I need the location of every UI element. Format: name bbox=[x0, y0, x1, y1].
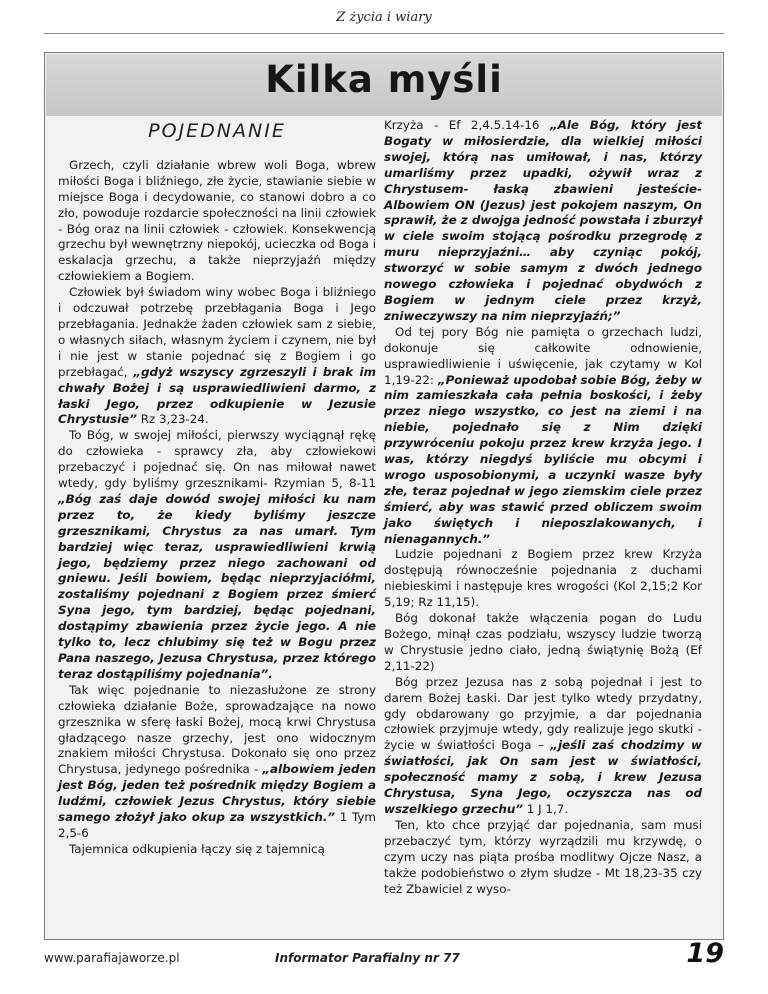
paragraph-text: Krzyża - Ef 2,4.5.14-16 bbox=[384, 118, 550, 132]
footer-publication: Informator Parafialny nr 77 bbox=[275, 951, 460, 965]
paragraph bbox=[384, 547, 702, 611]
scripture-quote: „albowiem jeden jest Bóg, jeden też pośrednik między Bogiem a ludźmi, człowiek Jezus Chrystus, który siebie samego złożył jako okup za wszystkich.” bbox=[58, 762, 376, 825]
running-head: Z życia i wiary bbox=[336, 10, 432, 25]
scripture-quote: „Ale Bóg, który jest Bogaty w miłosierdzie, dla wielkiej miłości swojej, którą nas umiłował, i nas, którzy umarliśmy przez upadki, ożywił wraz z Chrystusem- łaską zbawieni jesteście- Albowiem ON (Jezus) jest pokojem naszym, On sprawił, że z dwojga jedność powstała i zburzył w ciele swoim stojącą pośrodku przegrodę z muru nieprzyjaźni… aby czyniąc pokój, stworzyć w sobie samym z dwóch jednego nowego człowieka i pojednać obydwóch z Bogiem w jednym ciele przez krzyż, zniweczywszy na nim nieprzyjaźń;” bbox=[384, 118, 703, 323]
left-column bbox=[58, 120, 377, 858]
scripture-quote: „gdyż wszyscy zgrzeszyli i brak im chwały Bożej i są usprawiedliwieni darmo, z łaski Jego, przez odkupienie w Jezusie Chrystusie” bbox=[58, 364, 377, 427]
paragraph-text: Bóg dokonał także włączenia pogan do Ludu Bożego, minął czas podziału, wszyscy ludzie tworzą w Chrystusie jedno ciało, jedną świątynię Bożą (Ef 2,11-22) bbox=[384, 611, 702, 673]
scripture-quote: „Ponieważ upodobał sobie Bóg, żeby w nim zamieszkała cała pełnia boskości, i żeby przez niego wszystko, co jest na ziemi i na niebie, pojednało się z Nim dzięki przywróceniu pokoju przez krew krzyża jego. I was, którzy niegdyś byliście mu obcymi i wrogo usposobionymi, a uczynki wasze były złe, teraz pojednał w jego ziemskim ciele przez śmierć, aby was stawić przed obliczem swoim jako świętych i nieposzlakowanych, i nienagannych.” bbox=[384, 372, 702, 546]
paragraph bbox=[58, 683, 376, 842]
scripture-reference: 1 J 1,7. bbox=[523, 801, 569, 816]
paragraph bbox=[384, 325, 702, 548]
paragraph-text: Grzech, czyli działanie wbrew woli Boga, wbrew miłości Boga i bliźniego, złe życie, stawianie siebie w miejsce Boga i decydowanie, co stanowi dobro a co zło, powoduje rozdarcie społeczności na linii człowiek - Bóg oraz na linii człowiek - człowiek. Konsekwencją grzechu był wewnętrzny niepokój, ucieczka od Boga i eskalacja grzechu, a także nieprzyjaźń między człowiekiem a Bogiem. bbox=[58, 157, 376, 284]
scripture-reference: Rz 3,23-24. bbox=[136, 412, 209, 427]
scripture-quote: „jeśli zaś chodzimy w światłości, jak On sam jest w światłości, społeczność mamy z sobą, i krew Jezusa Chrystusa, Syna Jego, oczyszcza nas od wszelkiego grzechu” bbox=[384, 738, 702, 816]
paragraph bbox=[58, 285, 376, 428]
paragraph-text: Bóg przez Jezusa nas z sobą pojednał i jest to darem Bożej Łaski. Dar jest tylko wtedy przydatny, gdy obdarowany go przyjmie, a dar pojednania człowiek przyjmuje wtedy, gdy realizuje jego skutki - życie w światłości Boga – bbox=[384, 674, 702, 753]
paragraph-text: Tak więc pojednanie to niezasłużone ze strony człowieka działanie Boże, sprowadzające na nowo grzesznika w sferę łaski Bożej, mocą krwi Chrystusa gładzącego nasze grzechy, jest ono widocznym znakiem miłości Chrystusa. Dokonało się ono przez Chrystusa, jedynego pośrednika - bbox=[58, 682, 376, 777]
paragraph-text: Ten, kto chce przyjąć dar pojednania, sam musi przebaczyć tym, którzy wyrządzili mu krzywdę, o czym uczy nas piąta prośba modlitwy Ojcze Nasz, a także podobieństwo o złym słudze - Mt 18,23-35 czy też Zbawiciel z wyso- bbox=[384, 817, 702, 896]
header-divider bbox=[44, 33, 724, 34]
footer-website[interactable]: www.parafiajaworze.pl bbox=[44, 951, 180, 965]
page-number: 19 bbox=[686, 938, 724, 969]
paragraph-text: Ludzie pojednani z Bogiem przez krew Krzyża dostępują równocześnie pojednania z duchami niebieskimi i następuje kres wrogości (Kol 2,15;2 Kor 5,19; Rz 11,15). bbox=[384, 547, 702, 610]
paragraph bbox=[384, 818, 702, 898]
paragraph-text: Człowiek był świadom winy wobec Boga i bliźniego i odczuwał potrzebę przebłagania Boga i Jego przebłagania. Jednakże żaden człowiek sam z siebie, o własnych siłach, własnym życiem i czynem, nie był i nie jest w stanie pojednać się z Bogiem i go przebłagać, bbox=[58, 285, 376, 379]
paragraph bbox=[384, 611, 702, 675]
scripture-reference: 1 Tym 2,5-6 bbox=[58, 810, 376, 840]
paragraph-text: Tajemnica odkupienia łączy się z tajemnicą bbox=[69, 841, 325, 856]
paragraph bbox=[384, 118, 702, 325]
paragraph bbox=[58, 428, 376, 683]
section-title: POJEDNANIE bbox=[148, 120, 286, 142]
paragraph bbox=[58, 158, 376, 285]
paragraph-text: Od tej pory Bóg nie pamięta o grzechach ludzi, dokonuje się całkowite odnowienie, usprawiedliwienie i uświęcenie, jak czytamy w Kol 1,19-22: bbox=[384, 324, 702, 387]
right-column bbox=[384, 118, 702, 897]
scripture-quote: „Bóg zaś daje dowód swojej miłości ku nam przez to, że kiedy byliśmy jeszcze grzesznikami, Chrystus za nas umarł. Tym bardziej więc teraz, usprawiedliwieni krwią jego, będziemy przez niego zachowani od gniewu. Jeśli bowiem, będąc nieprzyjaciółmi, zostaliśmy pojednani z Bogiem przez śmierć Syna jego, tym bardziej, będąc pojednani, dostąpimy zbawienia przez życie jego. A nie tylko to, lecz chlubimy się też w Bogu przez Pana naszego, Jezusa Chrystusa, przez którego teraz dostąpiliśmy pojednania”. bbox=[58, 491, 376, 681]
paragraph bbox=[58, 842, 376, 858]
paragraph bbox=[384, 675, 702, 818]
page-title: Kilka myśli bbox=[265, 58, 503, 101]
paragraph-text: To Bóg, w swojej miłości, pierwszy wyciągnął rękę do człowieka - sprawcy zła, aby człowiekowi przebaczyć i pojednać się. On nas miłował nawet wtedy, gdy byliśmy grzesznikami- Rzymian 5, 8-11 bbox=[58, 428, 376, 491]
